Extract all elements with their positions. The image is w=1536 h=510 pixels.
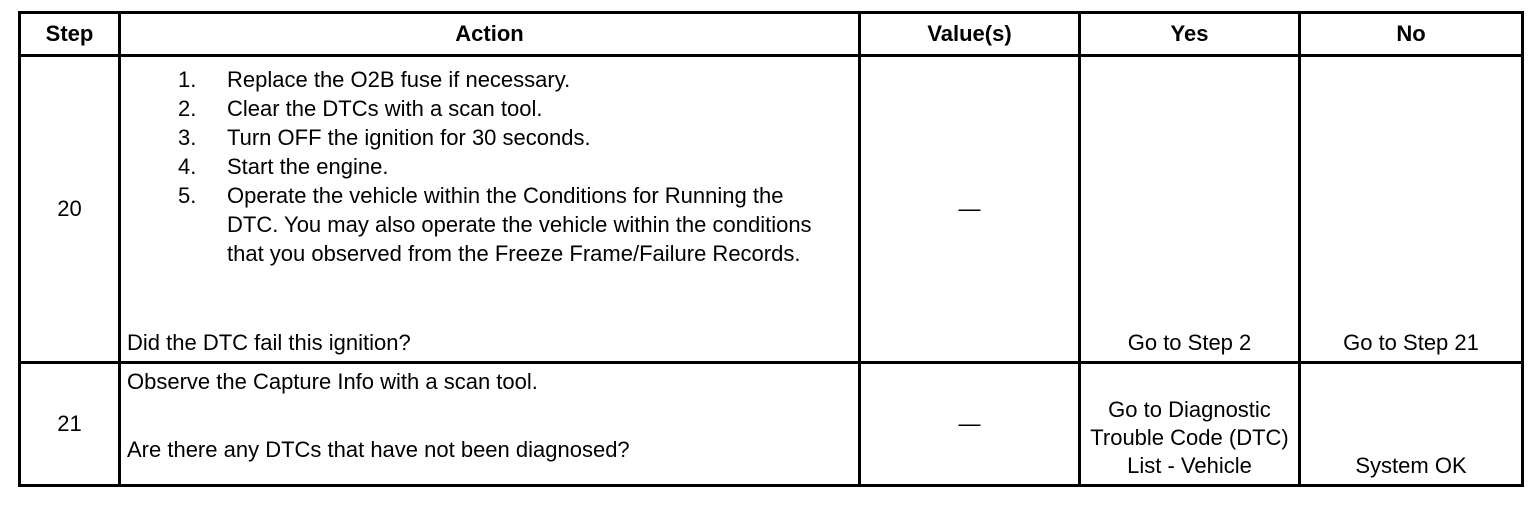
- step-index: 2.: [178, 96, 197, 121]
- diagnostic-table: [18, 11, 1524, 487]
- action-step: [121, 123, 858, 152]
- value-cell: —: [860, 363, 1080, 486]
- action-step: [121, 181, 858, 268]
- action-steps-list: [121, 57, 858, 268]
- table-row: [20, 56, 1523, 363]
- header-step: Step: [20, 13, 120, 56]
- header-yes: Yes: [1080, 13, 1300, 56]
- action-step: [121, 152, 858, 181]
- yes-link[interactable]: Go to Step 2: [1127, 330, 1252, 355]
- header-no: No: [1300, 13, 1523, 56]
- step-number: 21: [20, 363, 120, 486]
- action-question: Are there any DTCs that have not been diagnosed?: [127, 437, 630, 462]
- table-row: [20, 363, 1523, 486]
- step-text: Clear the DTCs with a scan tool.: [227, 96, 543, 121]
- step-number: 20: [20, 56, 120, 363]
- no-cell: [1300, 363, 1523, 486]
- no-cell: [1300, 56, 1523, 363]
- action-step: [121, 65, 858, 94]
- action-cell: [120, 56, 860, 363]
- step-index: 5.: [178, 183, 197, 208]
- header-action: Action: [120, 13, 860, 56]
- no-link[interactable]: System OK: [1355, 453, 1467, 478]
- step-index: 4.: [178, 154, 197, 179]
- step-text: Start the engine.: [227, 154, 389, 179]
- no-link[interactable]: Go to Step 21: [1343, 330, 1479, 355]
- yes-cell: [1080, 56, 1300, 363]
- action-text: Observe the Capture Info with a scan tool.: [127, 369, 538, 394]
- value-cell: —: [860, 56, 1080, 363]
- step-text: Turn OFF the ignition for 30 seconds.: [227, 125, 591, 150]
- header-row: [20, 13, 1523, 56]
- yes-cell: [1080, 363, 1300, 486]
- step-text: Operate the vehicle within the Conditions for Running the DTC. You may also operate the vehicle within the conditions that you observed from the Freeze Frame/Failure Records.: [227, 183, 812, 266]
- action-cell: [120, 363, 860, 486]
- step-index: 3.: [178, 125, 197, 150]
- step-index: 1.: [178, 67, 197, 92]
- action-step: [121, 94, 858, 123]
- yes-link[interactable]: Go to Diagnostic Trouble Code (DTC) List - Vehicle: [1090, 397, 1289, 478]
- action-question: Did the DTC fail this ignition?: [127, 330, 411, 355]
- header-values: Value(s): [860, 13, 1080, 56]
- step-text: Replace the O2B fuse if necessary.: [227, 67, 571, 92]
